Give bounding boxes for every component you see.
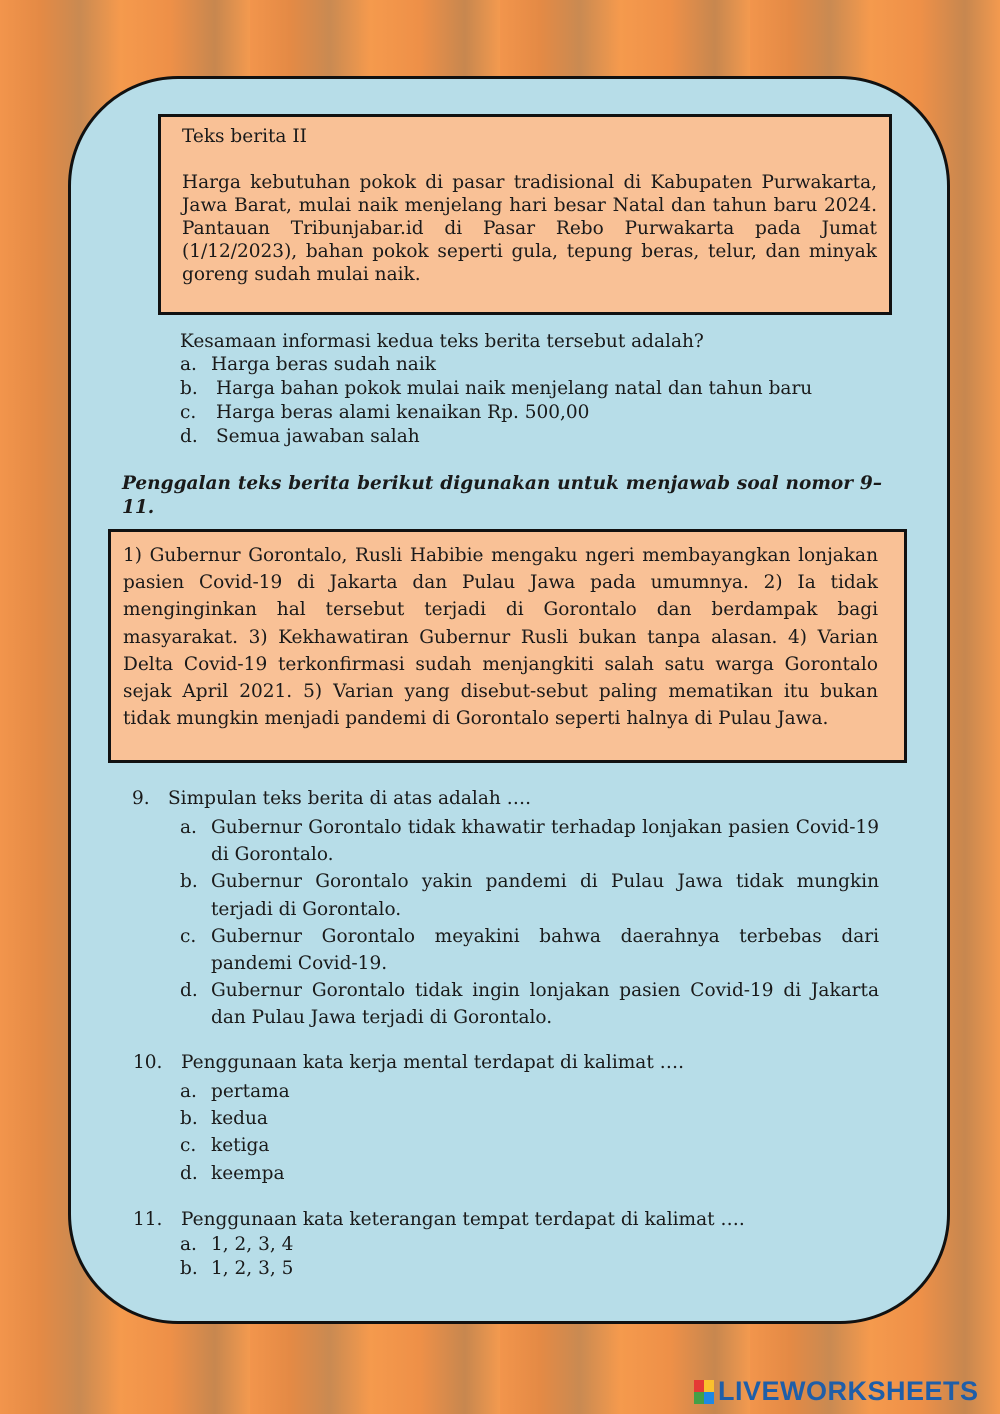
option-label: b. xyxy=(180,1258,198,1279)
q9-question-row xyxy=(132,788,531,809)
q11-options xyxy=(180,1233,879,1281)
q8-option-d[interactable] xyxy=(180,426,420,447)
q11-option-b[interactable] xyxy=(180,1257,879,1281)
q8-option-b[interactable] xyxy=(180,378,812,399)
q10-options xyxy=(180,1078,879,1187)
news-excerpt-text: 1) Gubernur Gorontalo, Rusli Habibie mengaku ngeri membayangkan lonjakan pasien Covid-19 di Jakarta dan Pulau Jawa pada umumnya. 2) Ia tidak menginginkan hal tersebut terjadi di Gorontalo dan berdampak bagi masyarakat. 3) Kekhawatiran Gubernur Rusli bukan tanpa alasan. 4) Varian Delta Covid-19 terkonfirmasi sudah menjangkiti salah satu warga Gorontalo sejak April 2021. 5) Varian yang disebut-sebut paling mematikan itu bukan tidak mungkin menjadi pandemi di Gorontalo seperti halnya di Pulau Jawa. xyxy=(123,545,878,730)
news-excerpt-box xyxy=(108,529,907,763)
option-label: c. xyxy=(180,925,197,947)
option-label: a. xyxy=(180,354,197,375)
option-text: Gubernur Gorontalo meyakini bahwa daerahnya terbebas dari pandemi Covid-19. xyxy=(211,925,879,975)
q10-option-c[interactable] xyxy=(180,1132,879,1159)
option-text: Gubernur Gorontalo tidak ingin lonjakan pasien Covid-19 di Jakarta dan Pulau Jawa terjadi di Gorontalo. xyxy=(211,980,879,1029)
option-label: c. xyxy=(180,402,197,423)
q11-number: 11. xyxy=(133,1209,163,1230)
option-label: d. xyxy=(180,980,198,1002)
option-label: b. xyxy=(180,378,198,399)
q9-option-c[interactable] xyxy=(180,923,879,977)
option-text: ketiga xyxy=(211,1135,270,1157)
q10-option-d[interactable] xyxy=(180,1160,879,1187)
q9-question: Simpulan teks berita di atas adalah …. xyxy=(168,788,532,809)
section-instruction: Penggalan teks berita berikut digunakan untuk menjawab soal nomor 9–11. xyxy=(122,473,882,518)
q10-option-b[interactable] xyxy=(180,1105,879,1132)
q8-option-a[interactable] xyxy=(180,354,436,375)
news-text-box xyxy=(158,114,892,315)
option-text: 1, 2, 3, 5 xyxy=(211,1258,294,1279)
option-label: d. xyxy=(180,1162,198,1184)
option-text: Harga beras sudah naik xyxy=(211,354,436,375)
liveworksheets-logo-icon xyxy=(694,1380,714,1404)
q9-option-b[interactable] xyxy=(180,868,879,922)
option-text: Harga beras alami kenaikan Rp. 500,00 xyxy=(216,402,590,423)
option-text: keempa xyxy=(211,1162,285,1184)
q9-option-d[interactable] xyxy=(180,977,879,1031)
q11-option-a[interactable] xyxy=(180,1233,879,1257)
option-label: b. xyxy=(180,871,198,893)
option-label: a. xyxy=(180,1234,197,1255)
q8-question: Kesamaan informasi kedua teks berita tersebut adalah? xyxy=(180,331,704,352)
option-label: b. xyxy=(180,1108,198,1130)
q10-question-row xyxy=(133,1052,684,1073)
option-label: c. xyxy=(180,1135,197,1157)
q11-question-row xyxy=(133,1209,745,1230)
news-title: Teks berita II xyxy=(182,126,307,147)
option-label: d. xyxy=(180,426,198,447)
logo-text: LIVEWORKSHEETS xyxy=(718,1376,979,1406)
q10-question: Penggunaan kata kerja mental terdapat di kalimat …. xyxy=(181,1052,685,1073)
option-text: pertama xyxy=(211,1081,290,1102)
option-text: 1, 2, 3, 4 xyxy=(211,1234,294,1255)
q10-option-a[interactable] xyxy=(180,1078,879,1105)
q8-option-c[interactable] xyxy=(180,402,589,423)
q9-option-a[interactable] xyxy=(180,814,879,868)
q9-number: 9. xyxy=(132,788,150,809)
q11-question: Penggunaan kata keterangan tempat terdapat di kalimat …. xyxy=(181,1209,745,1230)
liveworksheets-logo[interactable] xyxy=(694,1376,979,1407)
option-label: a. xyxy=(180,817,197,838)
news-body: Harga kebutuhan pokok di pasar tradisional di Kabupaten Purwakarta, Jawa Barat, mulai naik menjelang hari besar Natal dan tahun baru 2024. Pantauan Tribunjabar.id di Pasar Rebo Purwakarta pada Jumat (1/12/2023), bahan pokok seperti gula, tepung beras, telur, dan minyak goreng sudah mulai naik. xyxy=(182,172,877,285)
option-text: kedua xyxy=(211,1108,268,1130)
option-text: Harga bahan pokok mulai naik menjelang natal dan tahun baru xyxy=(216,378,813,399)
option-label: a. xyxy=(180,1081,197,1102)
option-text: Gubernur Gorontalo yakin pandemi di Pulau Jawa tidak mungkin terjadi di Gorontalo. xyxy=(211,871,879,920)
q9-options xyxy=(180,814,879,1032)
option-text: Gubernur Gorontalo tidak khawatir terhadap lonjakan pasien Covid-19 di Gorontalo. xyxy=(211,817,879,866)
q10-number: 10. xyxy=(133,1052,163,1073)
option-text: Semua jawaban salah xyxy=(216,426,420,447)
